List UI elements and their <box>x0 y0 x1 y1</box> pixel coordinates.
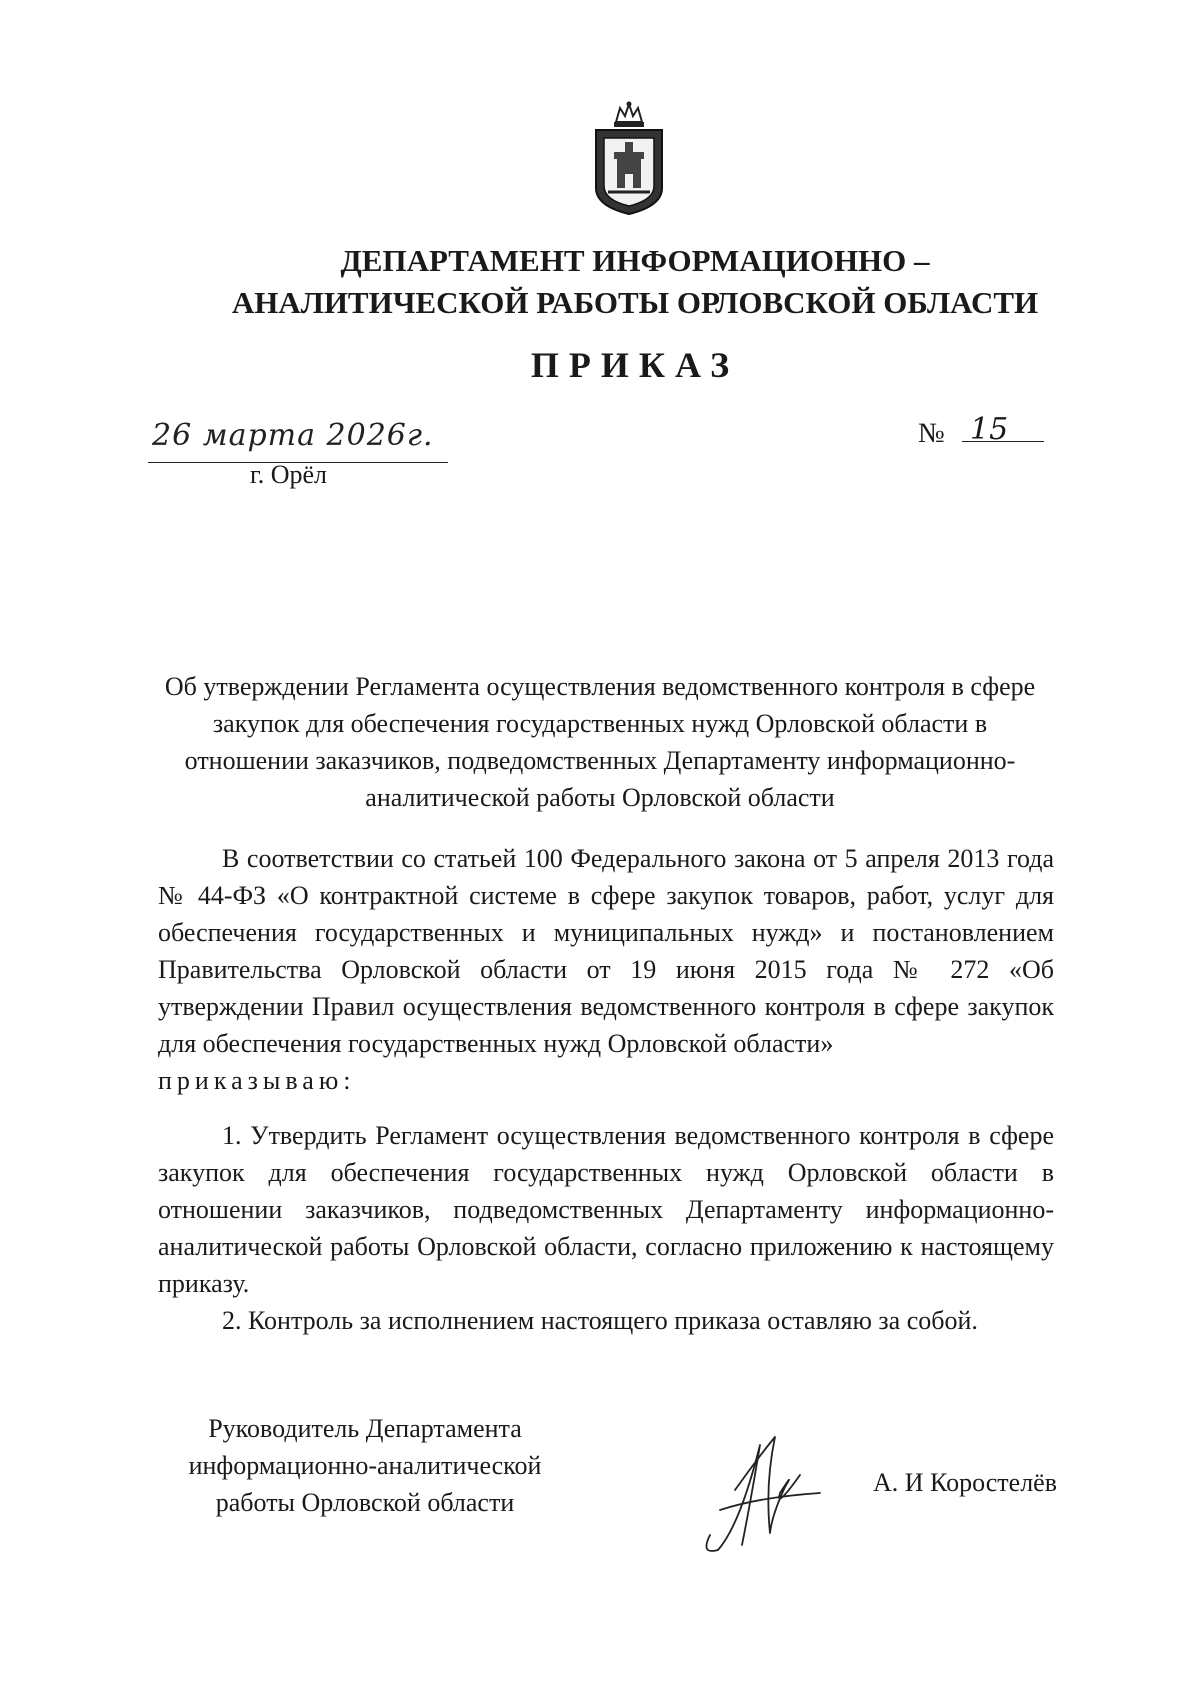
order-date: 26 марта 2026г. <box>152 418 434 453</box>
signer-name: А. И Коростелёв <box>873 1468 1057 1497</box>
preamble-text: В соответствии со статьей 100 Федерального закона от 5 апреля 2013 года № 44-ФЗ «О контрактной системе в сфере закупок товаров, работ, услуг для обеспечения государственных и муниципальных нужд» и постановлением Правительства Орловской области от 19 июня 2015 года № 272 «Об утверждении Правил осуществления ведомственного контроля в сфере закупок для обеспечения государственных нужд Орловской области» <box>158 844 1054 1058</box>
city-name: г. Орёл <box>250 460 328 489</box>
doc-type-title: ПРИКАЗ <box>530 345 740 385</box>
order-number: 15 <box>962 412 1044 442</box>
signer-title <box>160 1410 570 1521</box>
preamble <box>158 840 1054 1099</box>
signer-title-line-2: информационно-аналитической <box>188 1451 542 1480</box>
signer-title-line-3: работы Орловской области <box>215 1488 515 1517</box>
order-item-1: 1. Утвердить Регламент осуществления ведомственного контроля в сфере закупок для обеспечения государственных нужд Орловской области в отношении заказчиков, подведомственных Департаменту информационно-аналитической работы Орловской области, согласно приложению к настоящему приказу. <box>158 1121 1054 1298</box>
department-line-2: АНАЛИТИЧЕСКОЙ РАБОТЫ ОРЛОВСКОЙ ОБЛАСТИ <box>231 285 1039 320</box>
signer-title-line-1: Руководитель Департамента <box>208 1414 522 1443</box>
signature-icon <box>680 1415 830 1565</box>
coat-of-arms-icon <box>584 100 674 218</box>
department-header <box>200 240 1070 324</box>
number-label: № <box>918 418 945 449</box>
order-items <box>158 1117 1054 1339</box>
order-word: приказываю: <box>158 1066 356 1095</box>
order-subject: Об утверждении Регламента осуществления ведомственного контроля в сфере закупок для обеспечения государственных нужд Орловской области в отношении заказчиков, подведомственных Департаменту информационно-аналитической работы Орловской области <box>164 672 1036 812</box>
order-item-2: 2. Контроль за исполнением настоящего приказа оставляю за собой. <box>222 1306 978 1335</box>
department-line-1: ДЕПАРТАМЕНТ ИНФОРМАЦИОННО – <box>340 243 930 278</box>
